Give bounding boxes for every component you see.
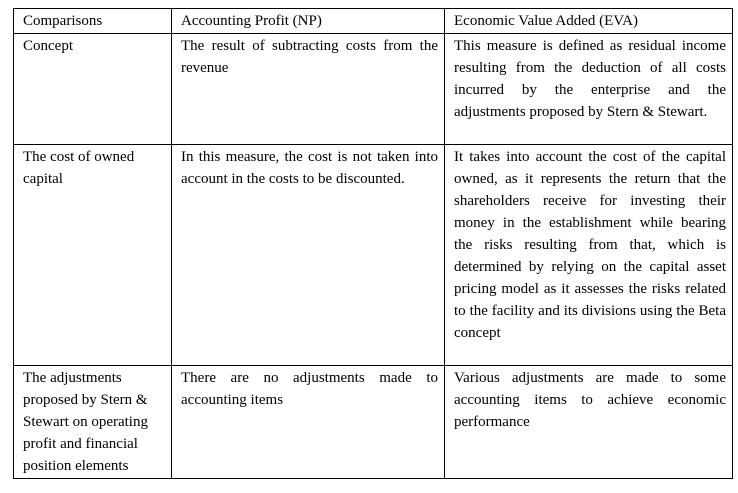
cell-accounting-profit: The result of subtracting costs from the revenue — [172, 34, 445, 145]
cell-eva: Various adjustments are made to some accounting items to achieve economic performance — [445, 366, 733, 479]
table-row — [14, 145, 733, 366]
header-eva: Economic Value Added (EVA) — [445, 9, 733, 34]
header-comparisons: Comparisons — [14, 9, 172, 34]
cell-accounting-profit: There are no adjustments made to accounting items — [172, 366, 445, 479]
document-page — [13, 8, 732, 479]
cell-accounting-profit: In this measure, the cost is not taken into account in the costs to be discounted. — [172, 145, 445, 366]
cell-comparison: The cost of owned capital — [14, 145, 172, 366]
cell-eva: This measure is defined as residual income resulting from the deduction of all costs incurred by the enterprise and the adjustments proposed by Stern & Stewart. — [445, 34, 733, 145]
cell-comparison: The adjustments proposed by Stern & Stewart on operating profit and financial position elements — [14, 366, 172, 479]
table-header-row — [14, 9, 733, 34]
table-row — [14, 366, 733, 479]
header-accounting-profit: Accounting Profit (NP) — [172, 9, 445, 34]
cell-comparison: Concept — [14, 34, 172, 145]
table-row — [14, 34, 733, 145]
cell-eva: It takes into account the cost of the capital owned, as it represents the return that the shareholders receive for investing their money in the establishment while bearing the risks resulting from that, which is determined by relying on the capital asset pricing model as it assesses the risks related to the facility and its divisions using the Beta concept — [445, 145, 733, 366]
comparison-table — [13, 8, 733, 479]
